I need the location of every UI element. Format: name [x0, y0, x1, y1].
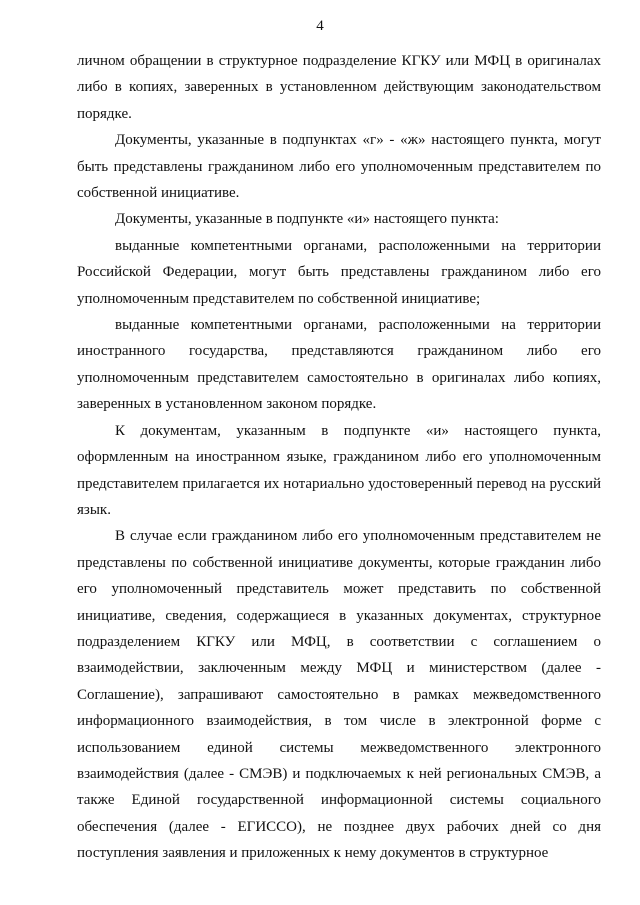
paragraph-interagency-request: В случае если гражданином либо его уполномоченным представителем не представлены по собственной инициативе документы, которые гражданин либо его уполномоченный представитель может представить по собственной инициативе, сведения, содержащиеся в указанных документах, структурное подразделением КГКУ или МФЦ, в соответствии с соглашением о взаимодействии, заключенным между МФЦ и министерством (далее - Соглашение), запрашивают самостоятельно в рамках межведомственного информационного взаимодействия, в том числе в электронной форме с использованием единой системы межведомственного электронного взаимодействия (далее - СМЭВ) и подключаемых к ней региональных СМЭВ, а также Единой государственной информационной системы социального обеспечения (далее - ЕГИССО), не позднее двух рабочих дней со дня поступления заявления и приложенных к нему документов в структурное — [77, 528, 601, 862]
page-number: 4 — [316, 18, 324, 34]
paragraph-foreign-authorities: выданные компетентными органами, расположенными на территории иностранного государства, представляются гражданином либо его уполномоченным представителем самостоятельно в оригиналах либо копиях, заверенных в установленном законом порядке. — [77, 317, 601, 413]
paragraph-foreign-language: К документам, указанным в подпункте «и» настоящего пункта, оформленным на иностранном языке, гражданином либо его уполномоченным представителем прилагается их нотариально удостоверенный перевод на русский язык. — [77, 422, 601, 518]
paragraph-russian-authorities: выданные компетентными органами, расположенными на территории Российской Федерации, могут быть представлены гражданином либо его уполномоченным представителем по собственной инициативе; — [77, 237, 601, 307]
paragraph-continuation: личном обращении в структурное подразделение КГКУ или МФЦ в оригиналах либо в копиях, заверенных в установленном действующим законодательством порядке. — [77, 53, 601, 122]
document-body — [77, 48, 601, 867]
paragraph-documents-i-intro: Документы, указанные в подпункте «и» настоящего пункта: — [115, 211, 499, 228]
paragraph-documents-g-zh: Документы, указанные в подпунктах «г» - «ж» настоящего пункта, могут быть представлены гражданином либо его уполномоченным представителем по собственной инициативе. — [77, 132, 601, 202]
